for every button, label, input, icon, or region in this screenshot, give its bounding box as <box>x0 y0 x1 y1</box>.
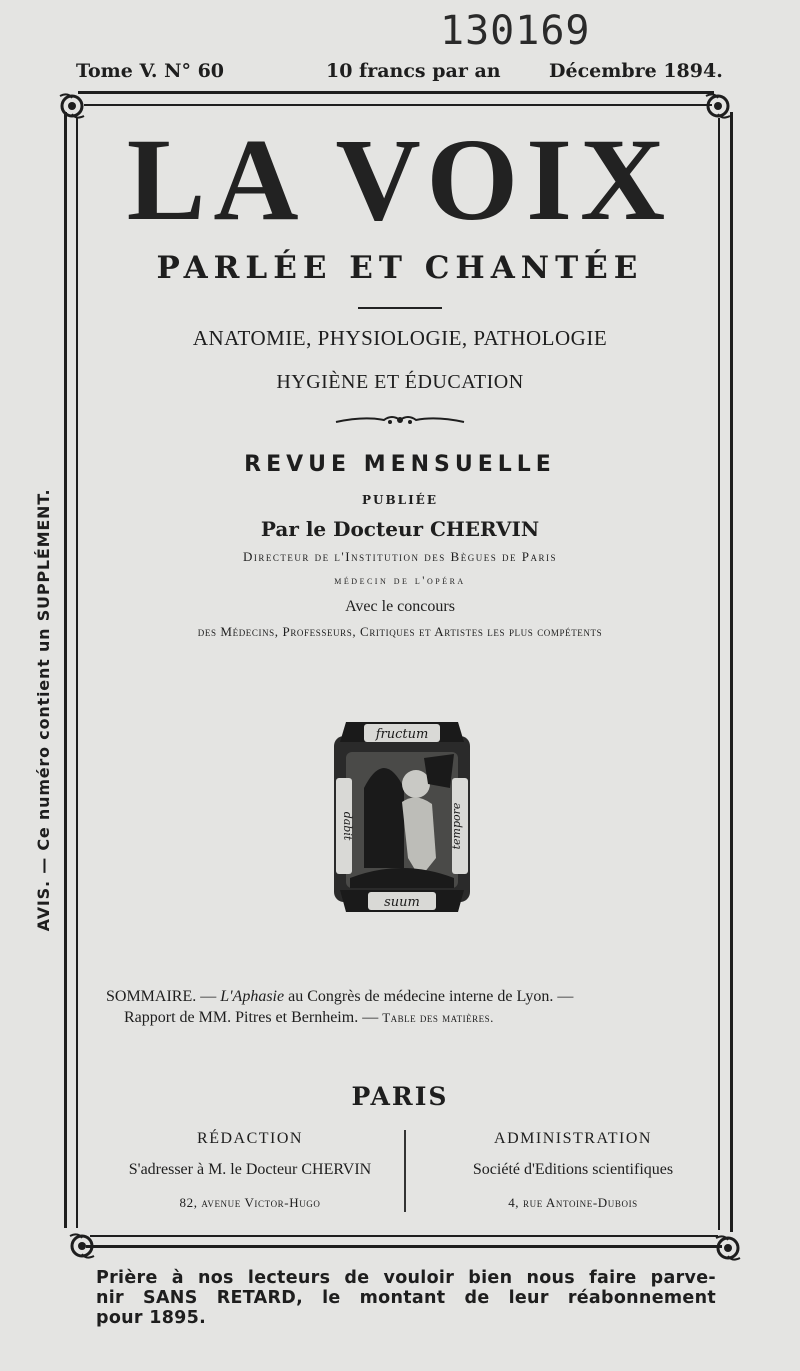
administration-heading: ADMINISTRATION <box>494 1130 652 1147</box>
renewal-notice-line-1: Prière à nos lecteurs de vouloir bien nous faire parve- <box>96 1268 716 1288</box>
editor-name: Par le Docteur CHERVIN <box>260 517 540 541</box>
city-imprint: PARIS <box>351 1082 449 1111</box>
journal-subtitle: PARLÉE ET CHANTÉE <box>156 250 644 286</box>
volume-number: Tome V. N° 60 <box>76 60 225 82</box>
emblem-left-text: dabit <box>341 811 354 841</box>
redaction-heading: RÉDACTION <box>197 1130 303 1147</box>
emblem-top-text: fructum <box>375 727 429 742</box>
frame-bottom-rule-inner <box>90 1235 718 1237</box>
editor-role: médecin de l'opéra <box>334 573 466 587</box>
redaction-address: 82, avenue Victor-Hugo <box>179 1195 321 1210</box>
column-divider <box>404 1130 406 1212</box>
sommaire-label: SOMMAIRE. — <box>106 988 217 1005</box>
title-divider <box>358 307 442 309</box>
concours-label: Avec le concours <box>345 598 455 615</box>
sommaire-line-2: Rapport de MM. Pitres et Bernheim. — <box>124 1009 379 1026</box>
printers-emblem <box>324 718 480 920</box>
renewal-notice-line-2: nir SANS RETARD, le montant de leur réabonnement <box>96 1288 716 1308</box>
frame-corner-ornament <box>66 1230 98 1262</box>
topics-line-1: ANATOMIE, PHYSIOLOGIE, PATHOLOGIE <box>192 326 608 350</box>
administration-address: 4, rue Antoine-Dubois <box>508 1195 638 1210</box>
table-of-contents <box>106 986 706 1028</box>
renewal-notice-line-3: pour 1895. <box>96 1308 207 1328</box>
published-label: PUBLIÉE <box>362 493 438 507</box>
renewal-notice <box>96 1268 716 1328</box>
collaborators-line: des Médecins, Professeurs, Critiques et Artistes les plus compétents <box>197 624 603 639</box>
emblem-bottom-text: suum <box>384 895 420 910</box>
redaction-contact: S'adresser à M. le Docteur CHERVIN <box>128 1161 372 1178</box>
frame-corner-ornament <box>702 90 734 122</box>
issue-date: Décembre 1894. <box>549 60 723 82</box>
subscription-price: 10 francs par an <box>326 60 501 82</box>
supplement-notice: AVIS. — Ce numéro contient un SUPPLÉMENT. <box>34 488 53 932</box>
flourish-ornament <box>334 410 466 430</box>
frame-corner-ornament <box>712 1232 744 1264</box>
frame-top-rule-inner <box>84 104 712 106</box>
frame-bottom-rule-outer <box>86 1245 722 1248</box>
editor-title: Directeur de l'Institution des Bègues de Paris <box>243 549 557 564</box>
revue-type: REVUE MENSUELLE <box>244 452 556 477</box>
administration-publisher: Société d'Editions scientifiques <box>472 1161 674 1178</box>
sommaire-line-1: au Congrès de médecine interne de Lyon. — <box>288 988 574 1005</box>
topics-line-2: HYGIÈNE ET ÉDUCATION <box>276 371 524 393</box>
sommaire-table: Table des matières. <box>382 1010 494 1025</box>
manuscript-number: 130169 <box>440 8 591 54</box>
frame-top-rule-outer <box>78 91 714 94</box>
article-title: L'Aphasie <box>220 988 285 1005</box>
frame-corner-ornament <box>56 90 88 122</box>
emblem-right-text: tempore <box>450 802 463 850</box>
journal-title: LA VOIX <box>126 114 674 245</box>
